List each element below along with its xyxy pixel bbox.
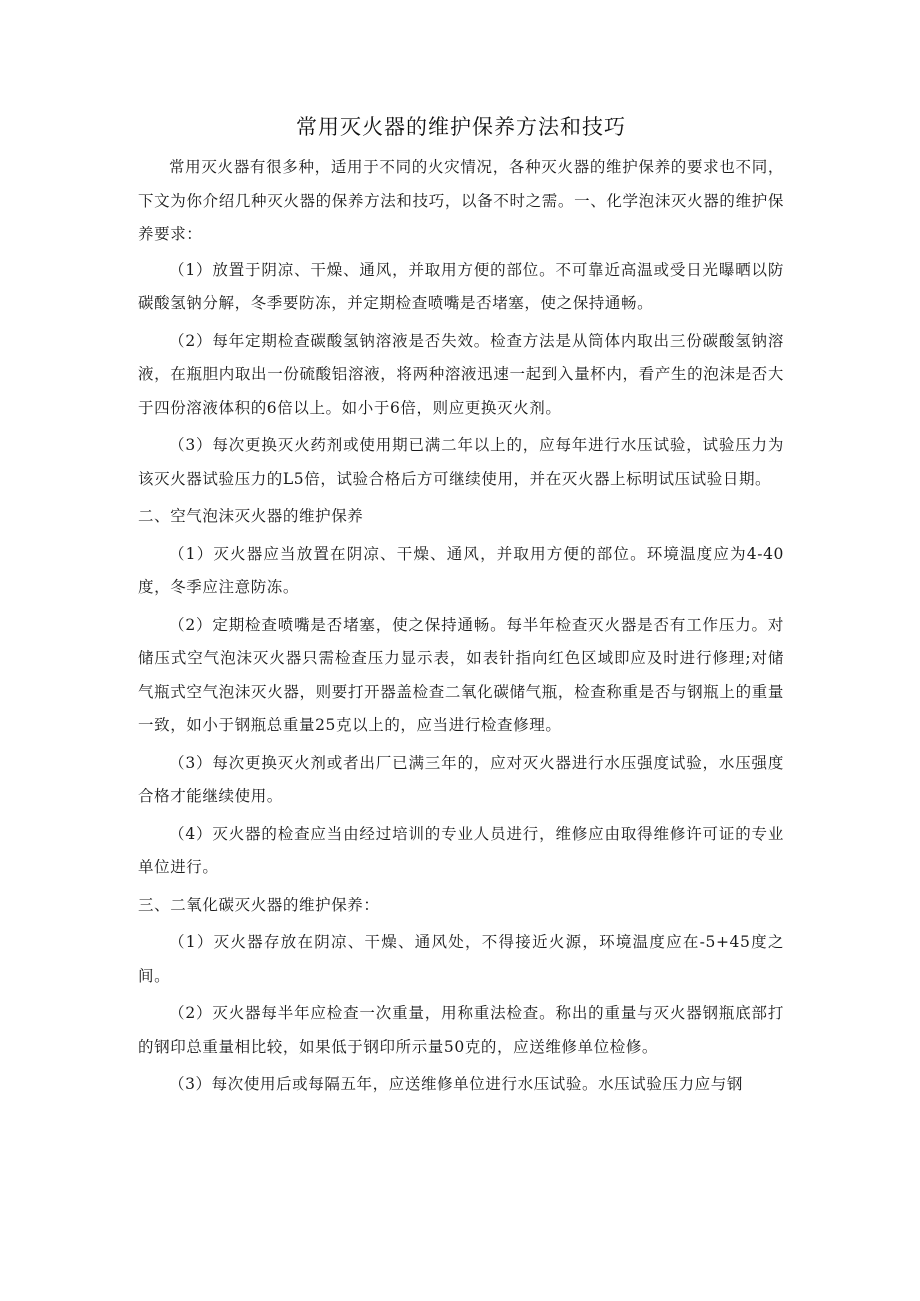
section1-item-2: （2）每年定期检查碳酸氢钠溶液是否失效。检查方法是从筒体内取出三份碳酸氢钠溶液，在瓶胆内取出一份硫酸铝溶液，将两种溶液迅速一起到入量杯内，看产生的泡沫是否大于四份溶液体积的6倍以上。如小于6倍，则应更换灭火剂。 [138, 331, 784, 417]
section2-item-2: （2）定期检查喷嘴是否堵塞，使之保持通畅。每半年检查灭火器是否有工作压力。对储压式空气泡沫灭火器只需检查压力显示表，如表针指向红色区域即应及时进行修理;对储气瓶式空气泡沫灭火器，则要打开器盖检查二氧化碳储气瓶，检查称重是否与钢瓶上的重量一致，如小于钢瓶总重量25克以上的，应当进行检查修理。 [138, 615, 784, 734]
intro-paragraph: 常用灭火器有很多种，适用于不同的火灾情况，各种灭火器的维护保养的要求也不同，下文为你介绍几种灭火器的保养方法和技巧，以备不时之需。一、化学泡沫灭火器的维护保养要求： [138, 158, 784, 243]
document-title: 常用灭火器的维护保养方法和技巧 [296, 115, 626, 139]
section2-heading: 二、空气泡沫灭火器的维护保养 [138, 507, 364, 525]
section2-item-4: （4）灭火器的检查应当由经过培训的专业人员进行，维修应由取得维修许可证的专业单位进行。 [138, 824, 784, 876]
section3-item-1: （1）灭火器存放在阴凉、干燥、通风处，不得接近火源，环境温度应在-5+45度之间。 [138, 933, 784, 985]
section1-item-3: （3）每次更换灭火药剂或使用期已满二年以上的，应每年进行水压试验，试验压力为该灭火器试验压力的L5倍，试验合格后方可继续使用，并在灭火器上标明试压试验日期。 [138, 436, 784, 488]
section3-item-2: （2）灭火器每半年应检查一次重量，用称重法检查。称出的重量与灭火器钢瓶底部打的钢印总重量相比较，如果低于钢印所示量50克的，应送维修单位检修。 [138, 1004, 784, 1056]
section3-item-3: （3）每次使用后或每隔五年，应送维修单位进行水压试验。水压试验压力应与钢 [169, 1075, 743, 1093]
section1-item-1: （1）放置于阴凉、干燥、通风，并取用方便的部位。不可靠近高温或受日光曝晒以防碳酸氢钠分解，冬季要防冻，并定期检查喷嘴是否堵塞，使之保持通畅。 [138, 260, 784, 312]
section3-heading: 三、二氧化碳灭火器的维护保养： [138, 895, 380, 914]
section2-item-1: （1）灭火器应当放置在阴凉、干燥、通风，并取用方便的部位。环境温度应为4-40度，冬季应注意防冻。 [138, 544, 784, 596]
document-page [138, 106, 784, 1106]
section2-item-3: （3）每次更换灭火剂或者出厂已满三年的，应对灭火器进行水压强度试验，水压强度合格才能继续使用。 [138, 753, 784, 805]
